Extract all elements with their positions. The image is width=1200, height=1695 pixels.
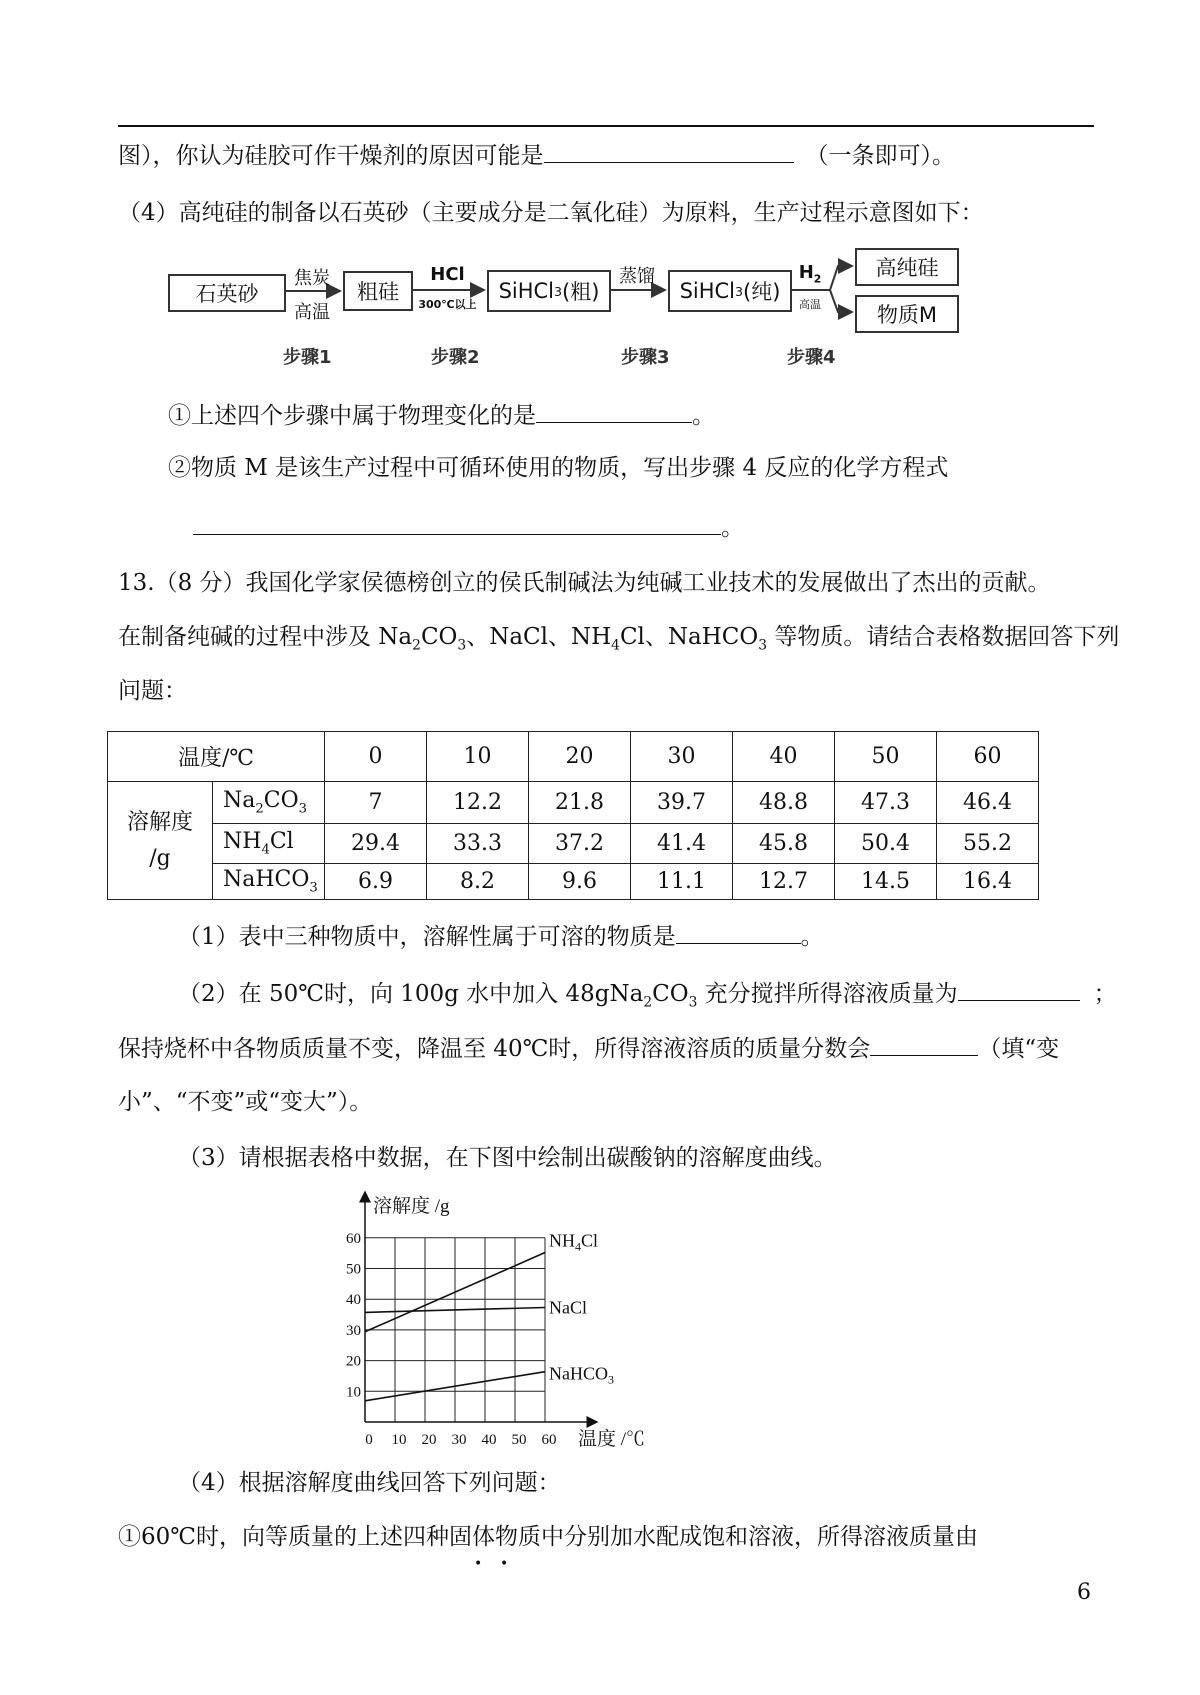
- table-cell: 48.8: [733, 782, 835, 824]
- question-4-2: ②物质 M 是该生产过程中可循环使用的物质，写出步骤 4 反应的化学方程式: [168, 455, 949, 481]
- question-13-4-1: ①60℃时，向等质量的上述四种固体物质中分别加水配成饱和溶液，所得溶液质量由: [118, 1524, 978, 1550]
- series-label-sub: 3: [608, 1372, 614, 1387]
- question-13-4: （4）根据溶解度曲线回答下列问题：: [178, 1470, 561, 1496]
- question-13-3: （3）请根据表格中数据，在下图中绘制出碳酸钠的溶解度曲线。: [178, 1145, 837, 1171]
- flow-box-crude-si: 粗硅: [343, 271, 413, 311]
- y-tick-labels: [346, 1231, 361, 1401]
- table-cell: 9.6: [529, 864, 631, 900]
- table-row: [108, 782, 1039, 824]
- table-cell: 55.2: [937, 824, 1039, 864]
- subscript: 2: [412, 637, 421, 654]
- table-cell: 6.9: [325, 864, 427, 900]
- subscript: 3: [298, 801, 308, 817]
- text-segment: 保持烧杯中各物质质量不变，降温至 40℃时，所得溶液溶质的质量分数会: [118, 1036, 871, 1062]
- step-3-label: 步骤3: [621, 347, 670, 368]
- table-cell: 33.3: [427, 824, 529, 864]
- table-cell: 40: [733, 732, 835, 782]
- subscript: 4: [611, 637, 620, 654]
- table-row: [108, 864, 1039, 900]
- table-cell: 11.1: [631, 864, 733, 900]
- answer-blank[interactable]: [193, 512, 721, 535]
- x-axis-label: 温度 /℃: [578, 1429, 646, 1450]
- label-high-temp: 高温: [294, 302, 330, 323]
- label-300c: 300℃以上: [418, 298, 477, 311]
- table-cell: 39.7: [631, 782, 733, 824]
- text-segment: 充分搅拌所得溶液质量为: [697, 981, 958, 1007]
- label-hcl: HCl: [430, 264, 465, 285]
- x-tick-label: 20: [421, 1432, 437, 1448]
- series-label-main: NaCl: [549, 1297, 587, 1318]
- text-segment: （1）表中三种物质中，溶解性属于可溶的物质是: [178, 924, 676, 950]
- y-axis-label: 溶解度 /g: [373, 1196, 450, 1217]
- table-cell: 60: [937, 732, 1039, 782]
- subscript: 3: [309, 880, 318, 896]
- text-segment: 。: [692, 403, 715, 429]
- flow-arrows: [0, 0, 1200, 380]
- table-cell: 16.4: [937, 864, 1039, 900]
- text-segment: （2）在 50℃时，向 100g 水中加入 48gNa: [178, 981, 644, 1007]
- label-distill: 蒸馏: [619, 266, 655, 287]
- formula: NaHCO: [223, 867, 310, 893]
- subscript: 3: [457, 637, 467, 654]
- text-segment: ①上述四个步骤中属于物理变化的是: [168, 403, 536, 429]
- table-cell: 50: [835, 732, 937, 782]
- y-tick-label: 30: [346, 1322, 361, 1339]
- solubility-table: [107, 731, 1039, 900]
- question-13-2-line-3: 小”、“不变”或“变大”）。: [118, 1089, 373, 1115]
- text-segment: CO: [652, 981, 689, 1007]
- formula: Na: [223, 788, 256, 814]
- step-2-label: 步骤2: [431, 347, 480, 368]
- arrow-4-split-up: [830, 266, 852, 290]
- table-cell: 50.4: [835, 824, 937, 864]
- subscript: 2: [643, 994, 653, 1011]
- table-cell: 14.5: [835, 864, 937, 900]
- text-segment: ；: [1093, 981, 1117, 1007]
- table-cell: 37.2: [529, 824, 631, 864]
- x-tick-label: 10: [391, 1432, 407, 1448]
- formula: (粗): [562, 280, 600, 304]
- flow-box-quartz: 石英砂: [168, 274, 286, 312]
- text-segment: 图），你认为硅胶可作干燥剂的原因可能是: [118, 143, 544, 169]
- answer-blank[interactable]: [676, 921, 801, 944]
- table-cell: 30: [631, 732, 733, 782]
- group-label-line: 溶解度: [126, 809, 193, 835]
- table-cell: 7: [325, 782, 427, 824]
- table-cell: 12.7: [733, 864, 835, 900]
- text-segment: CO: [420, 624, 458, 650]
- table-row-label: [213, 864, 325, 900]
- question-13-line-2: [118, 622, 1119, 661]
- series-label-sub: 4: [575, 1239, 581, 1254]
- question-13-line-3: 问题：: [118, 678, 187, 704]
- question-13-1: [178, 921, 824, 952]
- text-segment: 在制备纯碱的过程中涉及 Na: [118, 624, 413, 650]
- x-tick-label: 30: [451, 1432, 467, 1448]
- table-group-label: [108, 782, 213, 900]
- subscript: 2: [813, 272, 822, 286]
- formula: NH: [223, 829, 262, 855]
- question-13-2-line-2: [118, 1033, 1059, 1064]
- table-cell: 8.2: [427, 864, 529, 900]
- page-number: 6: [1077, 1580, 1091, 1605]
- table-header-temp: 温度/℃: [108, 732, 325, 782]
- group-label-line: /g: [149, 845, 171, 871]
- text-segment: 。: [721, 515, 744, 541]
- step-4-label: 步骤4: [787, 347, 836, 368]
- arrow-4-split-down: [830, 290, 852, 312]
- y-tick-label: 40: [346, 1292, 361, 1309]
- table-cell: 45.8: [733, 824, 835, 864]
- answer-blank[interactable]: [536, 400, 692, 423]
- equation-answer-line: [193, 512, 744, 543]
- series-label-end: Cl: [581, 1230, 599, 1251]
- series-label: [549, 1297, 587, 1317]
- subscript: 3: [688, 994, 698, 1011]
- table-cell: 46.4: [937, 782, 1039, 824]
- label-high-temp-4: 高温: [799, 298, 821, 311]
- question-4-1: [168, 400, 715, 431]
- series-label: [549, 1364, 614, 1387]
- question-13-line-1: 13.（8 分）我国化学家侯德榜创立的侯氏制碱法为纯碱工业技术的发展做出了杰出的贡献。: [118, 570, 1051, 596]
- subscript: 3: [554, 283, 563, 299]
- table-row-label: [213, 824, 325, 864]
- chart-grid: [365, 1238, 545, 1422]
- step-1-label: 步骤1: [283, 347, 332, 368]
- subscript: 4: [261, 842, 270, 858]
- table-cell: 41.4: [631, 824, 733, 864]
- label-h2: [790, 262, 830, 286]
- table-cell: 10: [427, 732, 529, 782]
- y-tick-label: 20: [346, 1353, 361, 1370]
- text-segment: 。: [800, 924, 824, 950]
- x-tick-label: 0: [365, 1432, 373, 1448]
- text-segment: （填“变: [978, 1036, 1060, 1062]
- x-tick-label: 40: [481, 1432, 497, 1448]
- label-coke: 焦炭: [294, 268, 330, 289]
- table-cell: 0: [325, 732, 427, 782]
- y-tick-label: 50: [346, 1261, 361, 1278]
- text-line-intro-4: （4）高纯硅的制备以石英砂（主要成分是二氧化硅）为原料，生产过程示意图如下：: [118, 200, 984, 226]
- solubility-chart: [330, 1190, 670, 1470]
- x-tick-label: 50: [511, 1432, 527, 1448]
- answer-blank[interactable]: [958, 978, 1080, 1001]
- x-tick-label: 60: [541, 1432, 557, 1448]
- formula: CO: [263, 788, 299, 814]
- answer-blank[interactable]: [870, 1033, 978, 1056]
- text-segment: 等物质。请结合表格数据回答下列: [767, 624, 1120, 650]
- series-label-main: NH: [549, 1230, 575, 1251]
- subscript: 3: [758, 637, 768, 654]
- formula: (纯): [743, 280, 781, 304]
- table-row: [108, 824, 1039, 864]
- formula: SiHCl: [498, 279, 555, 303]
- table-row-label: [213, 782, 325, 824]
- text-segment: Cl、NaHCO: [619, 624, 759, 650]
- question-13-2-line-1: [178, 978, 1117, 1018]
- y-tick-label: 10: [346, 1384, 361, 1401]
- series-labels: [549, 1231, 614, 1387]
- text-segment: （一条即可）。: [805, 143, 955, 169]
- y-tick-label: 60: [346, 1230, 361, 1247]
- flow-box-pure-si: 高纯硅: [855, 248, 959, 286]
- text-segment: 、NaCl、NH: [466, 624, 612, 650]
- x-tick-labels: [365, 1432, 556, 1448]
- formula: H: [798, 262, 814, 283]
- emphasis-dots: • •: [474, 1556, 509, 1572]
- table-cell: 21.8: [529, 782, 631, 824]
- table-cell: 12.2: [427, 782, 529, 824]
- flow-box-substance-m: 物质M: [855, 295, 959, 333]
- table-cell: 29.4: [325, 824, 427, 864]
- series-label: [549, 1231, 598, 1254]
- table-header-row: [108, 732, 1039, 782]
- subscript: 3: [735, 283, 744, 299]
- table-cell: 20: [529, 732, 631, 782]
- formula: Cl: [269, 829, 294, 855]
- subscript: 2: [255, 801, 264, 817]
- table-cell: 47.3: [835, 782, 937, 824]
- formula: SiHCl: [679, 279, 736, 303]
- series-label-main: NaHCO: [549, 1363, 608, 1384]
